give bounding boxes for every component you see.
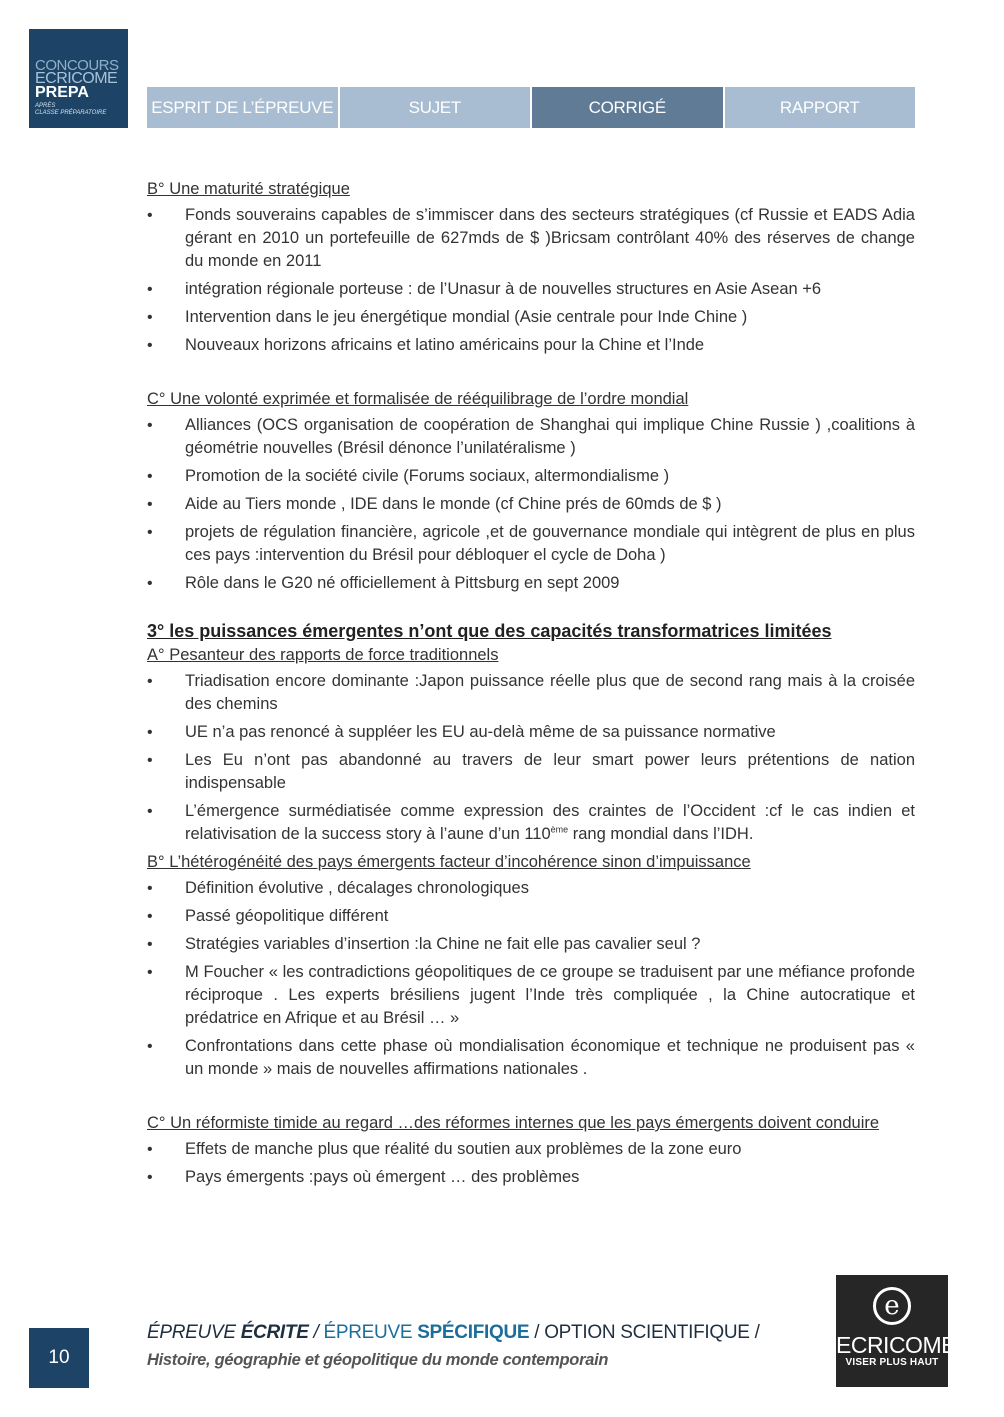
document-body xyxy=(147,178,915,1194)
list-item: • UE n’a pas renoncé à suppléer les EU au-delà même de sa puissance normative xyxy=(147,721,915,744)
list-item: • Définition évolutive , décalages chronologiques xyxy=(147,877,915,900)
part3-title: 3° les puissances émergentes n’ont que des capacités transformatrices limitées xyxy=(147,621,832,641)
list-item xyxy=(147,800,915,846)
list-item: • Aide au Tiers monde , IDE dans le monde (cf Chine prés de 60mds de $ ) xyxy=(147,493,915,516)
footer-option: / OPTION SCIENTIFIQUE / xyxy=(529,1322,760,1343)
logo-line-prepa: PREPA xyxy=(35,84,89,101)
list-item: • Les Eu n’ont pas abandonné au travers de leur smart power leurs prétentions de nation indispensable xyxy=(147,749,915,795)
tab-sujet[interactable]: SUJET xyxy=(340,87,531,128)
logo-line-concours: CONCOURS xyxy=(35,57,119,74)
list-item: • Triadisation encore dominante :Japon puissance réelle plus que de second rang mais à la croisée des chemins xyxy=(147,670,915,716)
part3-a-list xyxy=(147,670,915,846)
list-item: • Stratégies variables d’insertion :la Chine ne fait elle pas cavalier seul ? xyxy=(147,933,915,956)
list-item: • Confrontations dans cette phase où mondialisation économique et technique ne produisent pas « un monde » mais de nouvelles affirmations nationales . xyxy=(147,1035,915,1081)
list-item: • Passé géopolitique différent xyxy=(147,905,915,928)
list-item: • Rôle dans le G20 né officiellement à Pittsburg en sept 2009 xyxy=(147,572,915,595)
logo-line-classe: CLASSE PRÉPARATOIRE xyxy=(35,110,107,116)
list-item: • intégration régionale porteuse : de l’Unasur à de nouvelles structures en Asie Asean +6 xyxy=(147,278,915,301)
ecricome-e-icon: e xyxy=(873,1287,911,1325)
list-item: • Intervention dans le jeu énergétique mondial (Asie centrale pour Inde Chine ) xyxy=(147,306,915,329)
footer-sep: / xyxy=(308,1322,324,1343)
ecricome-logo xyxy=(836,1275,956,1387)
concours-logo xyxy=(29,29,128,128)
ecricome-brand-name: ECRICOME xyxy=(836,1332,956,1358)
part3-c-list xyxy=(147,1138,915,1189)
footer-epreuve-2: ÉPREUVE xyxy=(323,1322,418,1343)
section-b1-list xyxy=(147,204,915,357)
section-c1-title: C° Une volonté exprimée et formalisée de rééquilibrage de l’ordre mondial xyxy=(147,390,689,408)
list-item: • Fonds souverains capables de s’immiscer dans des secteurs stratégiques (cf Russie et EADS Adia gérant en 2010 un portefeuille de 627mds de $ )Bricsam contrôlant 40% des réserves de change du monde en 2011 xyxy=(147,204,915,273)
list-item: • Nouveaux horizons africains et latino américains pour la Chine et l’Inde xyxy=(147,334,915,357)
list-item-text: L’émergence surmédiatisée comme expression des craintes de l’Occident :cf le cas indien et relativisation de la success story à l’aune d’un 110 xyxy=(185,802,915,843)
footer-epreuve: ÉPREUVE xyxy=(147,1322,241,1343)
list-item: • Effets de manche plus que réalité du soutien aux problèmes de la zone euro xyxy=(147,1138,915,1161)
tab-esprit-epreuve[interactable]: ESPRIT DE L’ÉPREUVE xyxy=(147,87,338,128)
tab-rapport[interactable]: RAPPORT xyxy=(725,87,916,128)
footer-specifique: SPÉCIFIQUE xyxy=(417,1322,530,1343)
tab-corrige[interactable]: CORRIGÉ xyxy=(532,87,723,128)
part3-b-title: B° L’hétérogénéité des pays émergents facteur d’incohérence sinon d’impuissance xyxy=(147,853,751,871)
ecricome-slogan: VISER PLUS HAUT xyxy=(845,1357,939,1368)
logo-line-apres: APRÈS xyxy=(35,103,56,109)
section-b1-title: B° Une maturité stratégique xyxy=(147,180,350,198)
footer-subject: Histoire, géographie et géopolitique du monde contemporain xyxy=(147,1351,609,1369)
list-item-text: rang mondial dans l’IDH. xyxy=(568,825,754,843)
section-c1-list xyxy=(147,414,915,595)
footer-exam-line xyxy=(147,1322,760,1344)
logo-line-ecricome: ECRICOME xyxy=(35,70,118,87)
page-number: 10 xyxy=(29,1328,89,1388)
list-item: • Pays émergents :pays où émergent … des problèmes xyxy=(147,1166,915,1189)
part3-c-title: C° Un réformiste timide au regard …des réformes internes que les pays émergents doivent conduire xyxy=(147,1114,880,1132)
footer-ecrite: ÉCRITE xyxy=(240,1322,309,1343)
list-item: • Alliances (OCS organisation de coopération de Shanghai qui implique Chine Russie ) ,coalitions à géométrie nouvelles (Brésil dénonce l’unilatéralisme ) xyxy=(147,414,915,460)
superscript-eme: ème xyxy=(550,824,569,835)
section-tabs xyxy=(147,87,915,128)
list-item: • M Foucher « les contradictions géopolitiques de ce groupe se traduisent par une méfiance profonde réciproque . Les experts brésiliens jugent l’Inde très compliquée , la Chine autocratique et prédatrice en Afrique et au Brésil … » xyxy=(147,961,915,1030)
list-item: • Promotion de la société civile (Forums sociaux, altermondialisme ) xyxy=(147,465,915,488)
list-item: • projets de régulation financière, agricole ,et de gouvernance mondiale qui intègrent de plus en plus ces pays :intervention du Brésil pour débloquer el cycle de Doha ) xyxy=(147,521,915,567)
part3-b-list xyxy=(147,877,915,1081)
part3-a-title: A° Pesanteur des rapports de force traditionnels xyxy=(147,646,499,664)
